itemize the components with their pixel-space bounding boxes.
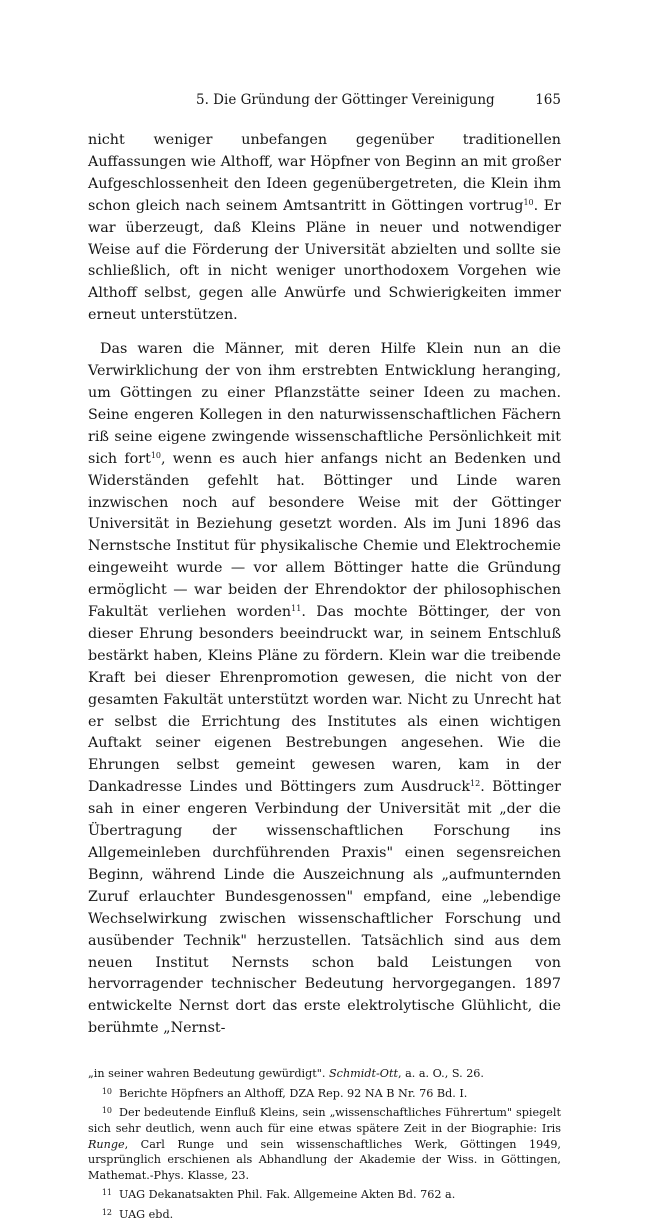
paragraph-2: Das waren die Männer, mit deren Hilfe Klein nun an die Verwirklichung der von ihm erstrebten Entwicklung heranging, um Göttingen zu einer Pflanzstätte seiner Ideen zu machen. Seine engeren Kollegen in den naturwissenschaftlichen Fächern riß seine eigene zwingende wissenschaftliche Persönlichkeit mit sich fort$^{10}$, wenn es auch hier anfangs nicht an Bedenken und Widerständen gefehlt hat. Böttinger und Linde waren inzwischen noch auf besondere Weise mit der Göttinger Universität in Beziehung gesetzt worden. Als im Juni 1896 das Nernstsche Institut für physikalische Chemie und Elektrochemie eingeweiht wurde — vor allem Böttinger hatte die Gründung ermöglicht — war beiden der Ehrendoktor der philosophischen Fakultät verliehen worden$^{11}$. Das mochte Böttinger, der von dieser Ehrung besonders beeindruckt war, in seinem Entschluß bestärkt haben, Kleins Pläne zu fördern. Klein war die treibende Kraft bei dieser Ehrenpromotion gewesen, die nicht von der gesamten Fakultät unterstützt worden war. Nicht zu Unrecht hat er selbst die Errichtung des Institutes als einen wichtigen Auftakt seiner eigenen Bestrebungen angesehen. Wie die Ehrungen selbst gemeint gewesen waren, kam in der Dankadresse Lindes und Böttingers zum Ausdruck$^{12}$. Böttinger sah in einer engeren Verbindung der Universität mit „der die Übertragung der wissenschaftlichen Forschung ins Allgemeinleben durchführenden Praxis" einen segensreichen Beginn, während Linde die Auszeichnung als „aufmunternden Zuruf erlauchter Bundesgenossen" empfand, eine „lebendige Wechselwirkung zwischen wissenschaftlicher Forschung und ausübender Technik" herzustellen. Tatsächlich sind aus dem neuen Institut Nernsts schon bald Leistungen von hervorragender technischer Bedeutung hervorgegangen. 1897 entwickelte Nernst dort das erste elektrolytische Glühlicht, die berühmte „Nernst- xyxy=(88,341,561,1037)
footnotes xyxy=(88,1066,561,1222)
footnote-number: 10 xyxy=(101,1106,112,1116)
footnote-number: 11 xyxy=(101,1188,112,1198)
running-head xyxy=(88,92,561,114)
footnote: 10 Berichte Höpfners an Althoff, DZA Rep. 92 NA B Nr. 76 Bd. I. xyxy=(88,1084,561,1102)
book-page xyxy=(88,92,561,1225)
footnote-ref: 10 xyxy=(150,450,162,460)
footnote-ref: 12 xyxy=(470,779,481,789)
footnote-continuation: „in seiner wahren Bedeutung gewürdigt". Schmidt-Ott, a. a. O., S. 26. xyxy=(88,1067,484,1081)
footnote-number: 10 xyxy=(101,1086,112,1096)
footnote-number: 12 xyxy=(101,1207,112,1217)
footnote-ref: 10 xyxy=(523,197,534,207)
body-text xyxy=(88,130,561,1040)
section-title: 5. Die Gründung der Göttinger Vereinigung xyxy=(196,92,495,108)
footnote: 11 UAG Dekanatsakten Phil. Fak. Allgemeine Akten Bd. 762 a. xyxy=(88,1185,561,1203)
paragraph-1: nicht weniger unbefangen gegenüber traditionellen Auffassungen wie Althoff, war Höpfner von Beginn an mit großer Aufgeschlossenheit den Ideen gegenübergetreten, die Klein ihm schon gleich nach seinem Amtsantritt in Göttingen vortrug$^{10}$. Er war überzeugt, daß Kleins Pläne in neuer und notwendiger Weise auf die Förderung der Universität abzielten und sollte sie schließlich, oft in nicht weniger unorthodoxem Vorgehen wie Althoff selbst, gegen alle Anwürfe und Schwierigkeiten immer erneut unterstützen. xyxy=(88,132,561,324)
footnote: 10 Der bedeutende Einfluß Kleins, sein „wissenschaftliches Führertum" spiegelt sich sehr deutlich, wenn auch für eine etwas spätere Zeit in der Biographie: Iris Runge, Carl Runge und sein wissenschaftliches Werk, Göttingen 1949, ursprünglich erschienen als Abhandlung der Akademie der Wiss. in Göttingen, Mathemat.-Phys. Klasse, 23. xyxy=(88,1103,561,1183)
footnote-ref: 11 xyxy=(291,604,302,614)
footnote: 12 UAG ebd. xyxy=(88,1205,561,1223)
page-number: 165 xyxy=(535,92,561,108)
